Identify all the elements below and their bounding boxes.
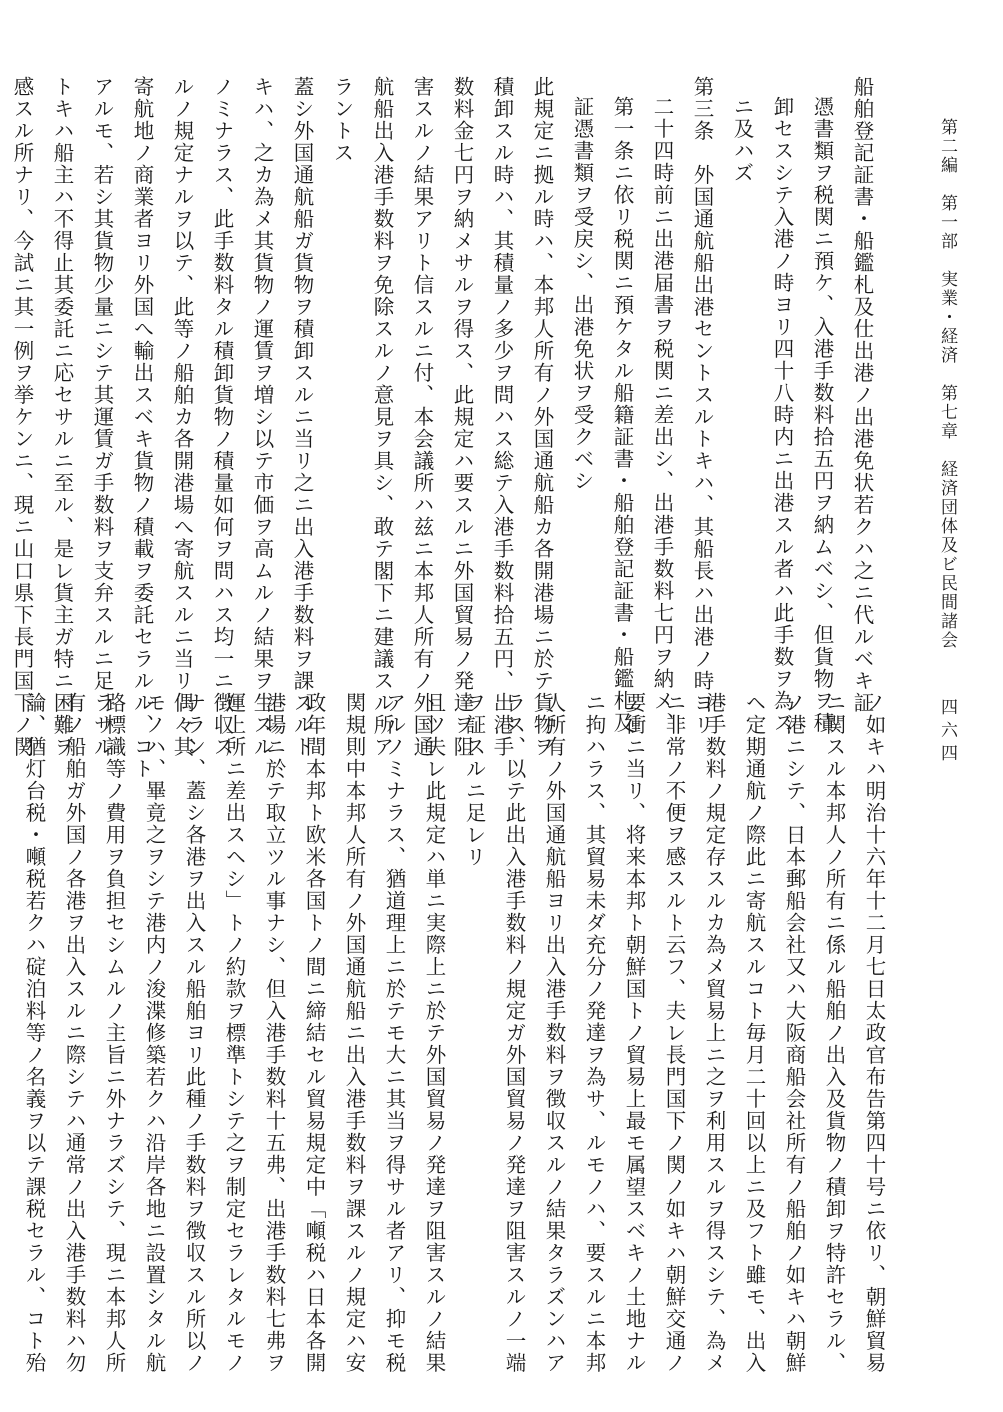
text-line: 数料金七円ヲ納メサルヲ得ス、此規定ハ要スルニ外国貿易ノ発達ヲ阻 <box>450 76 474 758</box>
text-line: ニ関スル本邦人ノ所有ニ係ル船舶ノ出入及貨物ノ積卸ヲ特許セラル、 <box>822 692 846 1374</box>
text-line: ヘ定期通航ノ際此ニ寄航スルコト毎月二十回以上ニ及フト雖モ、出入 <box>742 692 766 1374</box>
text-line: ナラン、蓋シ各港ヲ出入スル船舶ヨリ此種ノ手数料ヲ徴収スル所以ノ <box>182 692 206 1374</box>
text-line: 航船出入港手数料ヲ免除スルノ意見ヲ具シ、敢テ閣下ニ建議スル所ア <box>370 76 394 758</box>
text-line: モノハ、畢竟之ヲシテ港内ノ浚渫修築若クハ沿岸各地ニ設置シタル航 <box>142 692 166 1374</box>
text-line: 寄航地ノ商業者ヨリ外国へ輸出スベキ貨物ノ積載ヲ委託セラルル、コト <box>130 76 154 780</box>
text-line: 船舶登記証書・船鑑札及仕出港ノ出港免状若クハ之ニ代ルベキ証 <box>850 76 874 714</box>
text-line: 且ツ夫レ此規定ハ単ニ実際上ニ於テ外国貿易ノ発達ヲ阻害スルノ結果 <box>422 692 446 1374</box>
text-line: ルノ規定ナルヲ以テ、此等ノ船舶カ各開港場へ寄航スルニ当リ偶々其 <box>170 76 194 758</box>
text-line: 積卸スル時ハ、其積量ノ多少ヲ問ハス総テ入港手数料拾五円、出港手 <box>490 76 514 758</box>
text-line: 証憑書類ヲ受戻シ、出港免状ヲ受クベシ <box>570 96 594 492</box>
text-line: キハ、之カ為メ其貨物ノ運賃ヲ増シ以テ市価ヲ高ムルノ結果ヲ生スル <box>250 76 274 758</box>
text-line: 此規定ニ拠ル時ハ、本邦人所有ノ外国通航船カ各開港場ニ於テ貨物ヲ <box>530 76 554 758</box>
text-line: トキハ船主ハ不得止其委託ニ応セサルニ至ル、是レ貨主ガ特ニ困難ヲ <box>50 76 74 758</box>
text-line: ヲ証スルニ足レリ <box>462 692 486 868</box>
text-line: 政年間本邦ト欧米各国トノ間ニ締結セル貿易規定中「噸税ハ日本各開 <box>302 692 326 1374</box>
text-line: アルモ、若シ其貨物少量ニシテ其運賃ガ手数料ヲ支弁スルニ足ラサル <box>90 76 114 758</box>
text-line: 関規則中本邦人所有ノ外国通航船ニ出入港手数料ヲ課スルノ規定ハ安 <box>342 692 366 1374</box>
text-line: ラス、以テ此出入港手数料ノ規定ガ外国貿易ノ発達ヲ阻害スルノ一端 <box>502 692 526 1374</box>
text-line: 要衝ニ当リ、将来本邦ト朝鮮国トノ貿易上最モ属望スベキノ土地ナル <box>622 692 646 1374</box>
text-line: ノミナラス、此手数料タル積卸貨物ノ積量如何ヲ問ハス均一ニ徴収ス <box>210 76 234 758</box>
text-line: 有ノ船舶ガ外国ノ各港ヲ出入スルニ際シテハ通常ノ出入港手数料ハ勿 <box>62 692 86 1374</box>
text-line: 港手数料ノ規定存スルカ為メ貿易上ニ之ヲ利用スルヲ得スシテ、為メ <box>702 692 726 1374</box>
text-line: アルノミナラス、猶道理上ニ於テモ大ニ其当ヲ得サル者アリ、抑モ税 <box>382 692 406 1374</box>
text-line: 害スルノ結果アリト信スルニ付、本会議所ハ兹ニ本邦人所有ノ外国通 <box>410 76 434 758</box>
text-line: 人所有ノ外国通航船ヨリ出入港手数料ヲ徴収スルノ結果タラズンハア <box>542 692 566 1374</box>
text-line: ニ及ハズ <box>730 96 754 184</box>
text-line: 二十四時前ニ出港届書ヲ税関ニ差出シ、出港手数料七円ヲ納メ、 <box>650 96 674 734</box>
text-line: 蓋シ外国通航船ガ貨物ヲ積卸スルニ当リ之ニ出入港手数料ヲ課スルト <box>290 76 314 758</box>
text-line: 感スル所ナリ、今試ニ其一例ヲ挙ケンニ、現ニ山口県下長門国下ノ関 <box>10 76 34 758</box>
text-line: 第三条 外国通航船出港セントスルトキハ、其船長ハ出港ノ時ヨリ <box>690 76 714 736</box>
page-number: 四六四 <box>937 698 957 767</box>
text-line: ラントス <box>330 76 354 164</box>
running-head: 第二編 第一部 実業・経済 第七章 経済団体及ビ民間諸会 <box>937 118 957 650</box>
text-line: 第一条ニ依リ税関ニ預ケタル船籍証書・船舶登記証書・船鑑札及 <box>610 96 634 734</box>
text-line: ニ非常ノ不便ヲ感スルト云フ、夫レ長門国下ノ関ノ如キハ朝鮮交通ノ <box>662 692 686 1374</box>
text-line: 港場ニ於テ取立ツル事ナシ、但入港手数料十五弗、出港手数料七弗ヲ <box>262 692 286 1374</box>
text-line: 憑書類ヲ税関ニ預ケ、入港手数料拾五円ヲ納ムベシ、但貨物ヲ積 <box>810 96 834 734</box>
text-line: ノ如キハ明治十六年十二月七日太政官布告第四十号ニ依リ、朝鮮貿易 <box>862 692 886 1374</box>
text-line: ノ港ニシテ、日本郵船会社又ハ大阪商船会社所有ノ船舶ノ如キハ朝鮮 <box>782 692 806 1374</box>
text-line: 卸セスシテ入港ノ時ヨリ四十八時内ニ出港スル者ハ此手数ヲ為ス <box>770 96 794 734</box>
text-line: 路標識等ノ費用ヲ負担セシムルノ主旨ニ外ナラズシテ、現ニ本邦人所 <box>102 692 126 1374</box>
text-line: 論、猶灯台税・噸税若クハ碇泊料等ノ名義ヲ以テ課税セラル、コト殆 <box>22 692 46 1374</box>
bottom-text-block <box>22 692 894 1374</box>
text-line: 運上所ニ差出スヘシ」トノ約款ヲ標準トシテ之ヲ制定セラレタルモノ <box>222 692 246 1374</box>
text-line: ニ拘ハラス、其貿易未ダ充分ノ発達ヲ為サ、ルモノハ、要スルニ本邦 <box>582 692 606 1374</box>
